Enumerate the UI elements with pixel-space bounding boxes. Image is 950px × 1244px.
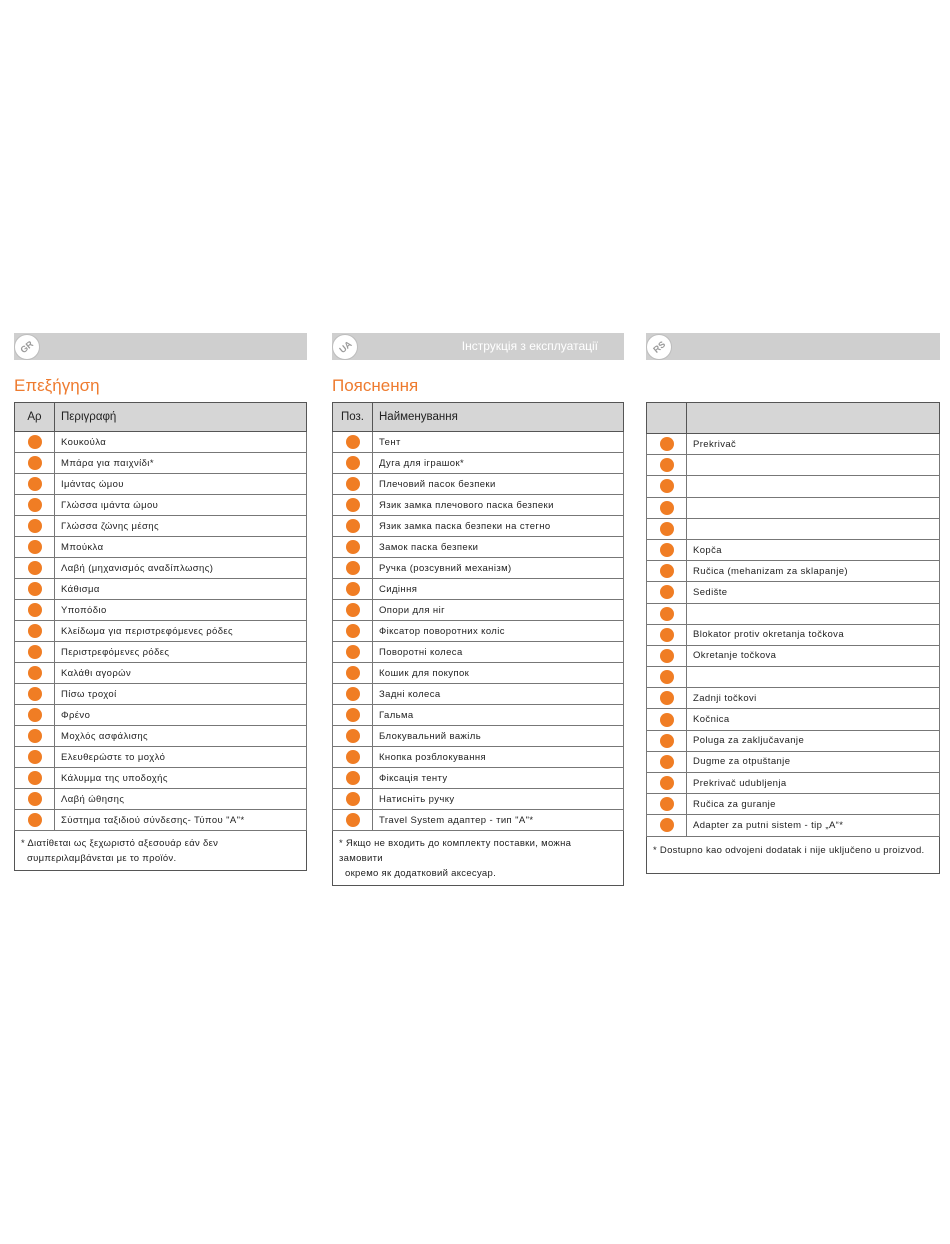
- orange-dot-icon: [346, 771, 360, 785]
- row-description: Замок паска безпеки: [373, 537, 624, 558]
- row-number-cell: [647, 730, 687, 751]
- row-description: Adapter za putni sistem - tip „A“*: [687, 815, 940, 836]
- footnote: [646, 837, 940, 874]
- table-row: [647, 688, 940, 709]
- table-row: [15, 663, 307, 684]
- section-title: Επεξήγηση: [14, 376, 100, 395]
- row-description: Плечовий пасок безпеки: [373, 474, 624, 495]
- row-description: Язик замка паска безпеки на стегно: [373, 516, 624, 537]
- table-row: [647, 794, 940, 815]
- orange-dot-icon: [28, 645, 42, 659]
- row-description: Κάθισμα: [55, 579, 307, 600]
- table-row: [333, 537, 624, 558]
- row-number-cell: [15, 474, 55, 495]
- orange-dot-icon: [28, 456, 42, 470]
- row-description: Блокувальний важіль: [373, 726, 624, 747]
- orange-dot-icon: [660, 458, 674, 472]
- orange-dot-icon: [28, 624, 42, 638]
- table-row: [333, 789, 624, 810]
- orange-dot-icon: [660, 734, 674, 748]
- row-description: Дуга для іграшок*: [373, 453, 624, 474]
- table-row: [333, 747, 624, 768]
- table-body: [333, 432, 624, 831]
- table-row: [647, 497, 940, 518]
- section-title: [646, 370, 940, 402]
- row-description: [687, 476, 940, 497]
- row-number-cell: [15, 600, 55, 621]
- footnote-line: окремо як додатковий аксесуар.: [345, 868, 497, 879]
- table-row: [647, 561, 940, 582]
- row-number-cell: [647, 518, 687, 539]
- row-number-cell: [647, 815, 687, 836]
- row-number-cell: [647, 624, 687, 645]
- table-row: [15, 726, 307, 747]
- row-description: Натисніть ручку: [373, 789, 624, 810]
- row-number-cell: [333, 810, 373, 831]
- table-row: [15, 579, 307, 600]
- row-description: Поворотні колеса: [373, 642, 624, 663]
- row-number-cell: [647, 455, 687, 476]
- row-number-cell: [333, 474, 373, 495]
- row-number-cell: [333, 705, 373, 726]
- row-description: Φρένο: [55, 705, 307, 726]
- orange-dot-icon: [346, 708, 360, 722]
- table-row: [333, 621, 624, 642]
- row-description: Μπούκλα: [55, 537, 307, 558]
- row-number-cell: [333, 495, 373, 516]
- table-row: [333, 474, 624, 495]
- orange-dot-icon: [660, 713, 674, 727]
- row-number-cell: [333, 768, 373, 789]
- header-number: Поз.: [333, 403, 373, 432]
- header-description: Найменування: [373, 403, 624, 432]
- row-number-cell: [647, 603, 687, 624]
- parts-table: [646, 402, 940, 837]
- row-description: Γλώσσα ζώνης μέσης: [55, 516, 307, 537]
- row-description: Κουκούλα: [55, 432, 307, 453]
- row-description: Okretanje točkova: [687, 645, 940, 666]
- language-banner: [14, 333, 307, 360]
- row-number-cell: [333, 600, 373, 621]
- orange-dot-icon: [28, 540, 42, 554]
- table-row: [15, 495, 307, 516]
- row-description: Blokator protiv okretanja točkova: [687, 624, 940, 645]
- table-row: [333, 495, 624, 516]
- row-number-cell: [333, 747, 373, 768]
- table-row: [647, 603, 940, 624]
- row-description: Гальма: [373, 705, 624, 726]
- row-number-cell: [333, 789, 373, 810]
- row-description: Ελευθερώστε το μοχλό: [55, 747, 307, 768]
- orange-dot-icon: [346, 687, 360, 701]
- row-number-cell: [15, 495, 55, 516]
- column-ua: [332, 333, 624, 886]
- table-row: [15, 747, 307, 768]
- orange-dot-icon: [660, 628, 674, 642]
- orange-dot-icon: [28, 435, 42, 449]
- language-badge-icon: UA: [332, 334, 358, 360]
- table-row: [647, 667, 940, 688]
- table-header: [647, 403, 940, 434]
- header-description: [687, 403, 940, 434]
- table-row: [333, 684, 624, 705]
- table-row: [15, 432, 307, 453]
- table-row: [647, 434, 940, 455]
- table-row: [647, 730, 940, 751]
- row-description: Πίσω τροχοί: [55, 684, 307, 705]
- row-number-cell: [647, 561, 687, 582]
- table-row: [333, 600, 624, 621]
- orange-dot-icon: [660, 755, 674, 769]
- orange-dot-icon: [28, 477, 42, 491]
- table-header: [15, 403, 307, 432]
- footnote-line: * Διατίθεται ως ξεχωριστό αξεσουάρ εάν δεν: [21, 838, 219, 849]
- row-number-cell: [333, 726, 373, 747]
- row-number-cell: [647, 751, 687, 772]
- row-description: Σύστημα ταξιδιού σύνδεσης- Τύπου "A"*: [55, 810, 307, 831]
- row-description: Γλώσσα ιμάντα ώμου: [55, 495, 307, 516]
- row-number-cell: [333, 621, 373, 642]
- row-description: Λαβή ώθησης: [55, 789, 307, 810]
- orange-dot-icon: [346, 498, 360, 512]
- orange-dot-icon: [346, 813, 360, 827]
- row-description: Καλάθι αγορών: [55, 663, 307, 684]
- table-row: [647, 476, 940, 497]
- row-number-cell: [333, 579, 373, 600]
- table-row: [333, 642, 624, 663]
- row-description: Περιστρεφόμενες ρόδες: [55, 642, 307, 663]
- footnote-line: * Dostupno kao odvojeni dodatak i nije uključeno u proizvod.: [653, 844, 925, 856]
- row-number-cell: [647, 645, 687, 666]
- row-number-cell: [333, 684, 373, 705]
- orange-dot-icon: [660, 776, 674, 790]
- table-row: [333, 516, 624, 537]
- header-number: Αρ: [15, 403, 55, 432]
- row-number-cell: [647, 497, 687, 518]
- table-row: [15, 516, 307, 537]
- row-number-cell: [333, 432, 373, 453]
- orange-dot-icon: [660, 607, 674, 621]
- row-number-cell: [15, 705, 55, 726]
- row-description: Кнопка розблокування: [373, 747, 624, 768]
- table-row: [647, 709, 940, 730]
- orange-dot-icon: [346, 435, 360, 449]
- row-description: Ručica (mehanizam za sklapanje): [687, 561, 940, 582]
- row-description: Тент: [373, 432, 624, 453]
- table-row: [15, 474, 307, 495]
- row-description: Μπάρα για παιχνίδι*: [55, 453, 307, 474]
- orange-dot-icon: [660, 691, 674, 705]
- orange-dot-icon: [346, 624, 360, 638]
- table-row: [647, 582, 940, 603]
- orange-dot-icon: [28, 750, 42, 764]
- table-row: [333, 705, 624, 726]
- row-description: [687, 603, 940, 624]
- table-row: [15, 810, 307, 831]
- row-number-cell: [15, 789, 55, 810]
- table-row: [15, 621, 307, 642]
- row-description: Kočnica: [687, 709, 940, 730]
- row-number-cell: [647, 667, 687, 688]
- row-number-cell: [15, 432, 55, 453]
- row-description: Кошик для покупок: [373, 663, 624, 684]
- orange-dot-icon: [660, 543, 674, 557]
- table-row: [333, 810, 624, 831]
- row-description: Фіксатор поворотних коліс: [373, 621, 624, 642]
- row-description: Prekrivač: [687, 434, 940, 455]
- orange-dot-icon: [28, 666, 42, 680]
- row-number-cell: [333, 558, 373, 579]
- column-gr: [14, 333, 307, 871]
- language-badge-icon: GR: [14, 334, 40, 360]
- row-number-cell: [15, 642, 55, 663]
- orange-dot-icon: [660, 818, 674, 832]
- row-number-cell: [647, 794, 687, 815]
- banner-title: Інструкція з експлуатації: [461, 339, 598, 353]
- table-row: [333, 768, 624, 789]
- table-row: [333, 432, 624, 453]
- header-number: [647, 403, 687, 434]
- table-row: [15, 642, 307, 663]
- table-row: [647, 645, 940, 666]
- table-body: [647, 434, 940, 837]
- footnote-line: συμπεριλαμβάνεται με το προϊόν.: [27, 853, 177, 864]
- row-number-cell: [647, 539, 687, 560]
- table-row: [647, 518, 940, 539]
- row-description: Сидіння: [373, 579, 624, 600]
- row-description: Ručica za guranje: [687, 794, 940, 815]
- row-number-cell: [647, 709, 687, 730]
- orange-dot-icon: [660, 797, 674, 811]
- row-description: [687, 497, 940, 518]
- table-header: [333, 403, 624, 432]
- row-description: Prekrivač udubljenja: [687, 773, 940, 794]
- orange-dot-icon: [660, 649, 674, 663]
- orange-dot-icon: [660, 437, 674, 451]
- row-number-cell: [647, 434, 687, 455]
- orange-dot-icon: [346, 519, 360, 533]
- orange-dot-icon: [660, 522, 674, 536]
- table-row: [647, 624, 940, 645]
- table-row: [647, 539, 940, 560]
- row-number-cell: [333, 642, 373, 663]
- table-row: [15, 768, 307, 789]
- orange-dot-icon: [660, 670, 674, 684]
- row-number-cell: [333, 453, 373, 474]
- row-description: Язик замка плечового паска безпеки: [373, 495, 624, 516]
- orange-dot-icon: [28, 498, 42, 512]
- orange-dot-icon: [28, 603, 42, 617]
- orange-dot-icon: [28, 519, 42, 533]
- row-number-cell: [647, 582, 687, 603]
- row-number-cell: [15, 810, 55, 831]
- row-number-cell: [15, 684, 55, 705]
- orange-dot-icon: [346, 792, 360, 806]
- table-row: [15, 600, 307, 621]
- row-number-cell: [647, 476, 687, 497]
- row-description: Μοχλός ασφάλισης: [55, 726, 307, 747]
- row-number-cell: [15, 579, 55, 600]
- row-description: Kopča: [687, 539, 940, 560]
- parts-table: [14, 402, 307, 831]
- row-description: [687, 455, 940, 476]
- row-number-cell: [333, 663, 373, 684]
- row-description: Dugme za otpuštanje: [687, 751, 940, 772]
- orange-dot-icon: [660, 585, 674, 599]
- table-row: [333, 663, 624, 684]
- orange-dot-icon: [28, 708, 42, 722]
- row-description: Κάλυμμα της υποδοχής: [55, 768, 307, 789]
- row-description: Sedište: [687, 582, 940, 603]
- row-description: Задні колеса: [373, 684, 624, 705]
- orange-dot-icon: [346, 582, 360, 596]
- row-number-cell: [15, 558, 55, 579]
- table-row: [333, 453, 624, 474]
- row-description: Poluga za zaključavanje: [687, 730, 940, 751]
- orange-dot-icon: [346, 750, 360, 764]
- row-description: Ιμάντας ώμου: [55, 474, 307, 495]
- footnote: [14, 831, 307, 871]
- language-badge-icon: RS: [646, 334, 672, 360]
- orange-dot-icon: [346, 603, 360, 617]
- row-number-cell: [15, 453, 55, 474]
- row-number-cell: [15, 768, 55, 789]
- row-number-cell: [647, 773, 687, 794]
- orange-dot-icon: [28, 792, 42, 806]
- table-row: [15, 453, 307, 474]
- row-description: Опори для ніг: [373, 600, 624, 621]
- table-row: [15, 537, 307, 558]
- orange-dot-icon: [28, 687, 42, 701]
- row-description: [687, 518, 940, 539]
- orange-dot-icon: [346, 477, 360, 491]
- orange-dot-icon: [346, 561, 360, 575]
- row-number-cell: [333, 516, 373, 537]
- orange-dot-icon: [346, 729, 360, 743]
- section-title: Пояснення: [332, 376, 419, 395]
- orange-dot-icon: [660, 479, 674, 493]
- row-description: Ручка (розсувний механізм): [373, 558, 624, 579]
- table-row: [15, 558, 307, 579]
- row-number-cell: [15, 621, 55, 642]
- row-description: Υποπόδιο: [55, 600, 307, 621]
- row-description: Travel System адаптер - тип "A"*: [373, 810, 624, 831]
- parts-table: [332, 402, 624, 831]
- row-number-cell: [15, 537, 55, 558]
- table-row: [333, 558, 624, 579]
- table-row: [647, 751, 940, 772]
- table-row: [647, 773, 940, 794]
- row-number-cell: [15, 726, 55, 747]
- orange-dot-icon: [28, 582, 42, 596]
- orange-dot-icon: [660, 501, 674, 515]
- row-number-cell: [15, 747, 55, 768]
- language-banner: [646, 333, 940, 360]
- row-number-cell: [15, 516, 55, 537]
- orange-dot-icon: [346, 666, 360, 680]
- orange-dot-icon: [346, 645, 360, 659]
- footnote-line: * Якщо не входить до комплекту поставки, можна замовити: [339, 838, 572, 864]
- table-row: [15, 705, 307, 726]
- table-row: [647, 455, 940, 476]
- row-description: Κλείδωμα για περιστρεφόμενες ρόδες: [55, 621, 307, 642]
- orange-dot-icon: [28, 729, 42, 743]
- header-description: Περιγραφή: [55, 403, 307, 432]
- column-rs: [646, 333, 940, 874]
- orange-dot-icon: [660, 564, 674, 578]
- orange-dot-icon: [28, 771, 42, 785]
- row-number-cell: [15, 663, 55, 684]
- orange-dot-icon: [28, 561, 42, 575]
- footnote: [332, 831, 624, 886]
- table-row: [647, 815, 940, 836]
- table-row: [333, 726, 624, 747]
- row-number-cell: [333, 537, 373, 558]
- row-description: [687, 667, 940, 688]
- orange-dot-icon: [28, 813, 42, 827]
- row-number-cell: [647, 688, 687, 709]
- row-description: Zadnji točkovi: [687, 688, 940, 709]
- table-row: [15, 789, 307, 810]
- table-row: [15, 684, 307, 705]
- table-row: [333, 579, 624, 600]
- table-body: [15, 432, 307, 831]
- row-description: Λαβή (μηχανισμός αναδίπλωσης): [55, 558, 307, 579]
- row-description: Фіксація тенту: [373, 768, 624, 789]
- language-banner: [332, 333, 624, 360]
- orange-dot-icon: [346, 456, 360, 470]
- orange-dot-icon: [346, 540, 360, 554]
